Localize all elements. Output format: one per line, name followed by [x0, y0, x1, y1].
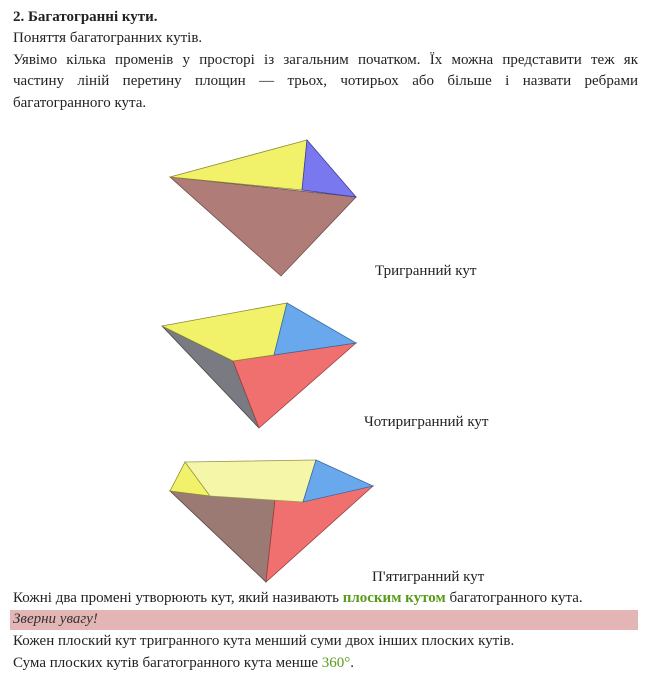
intro-line-2: частину ліній перетину площин — трьох, чотирьох або більше і назвати ребрами	[13, 73, 638, 89]
tetrahedral-yellow-face	[162, 303, 287, 361]
rule-2-end: .	[350, 655, 355, 671]
rule-1: Кожен плоский кут тригранного кута менший суми двох інших плоских кутів.	[13, 633, 515, 649]
definition-text-after: багатогранного кута.	[445, 590, 583, 606]
definition-term: плоским кутом	[342, 590, 446, 606]
pentahedral-brown-face	[170, 491, 275, 582]
note-label: Зверни увагу!	[13, 611, 98, 627]
caption-tetrahedral: Чотиригранний кут	[364, 414, 489, 430]
trihedral-blue-face	[302, 140, 356, 197]
caption-trihedral: Тригранний кут	[375, 263, 477, 279]
rule-2-text: Сума плоских кутів багатогранного кута менше	[13, 655, 322, 671]
section-subtitle: Поняття багатогранних кутів.	[13, 30, 203, 46]
intro-line-1: Уявімо кілька променів у просторі із загальним початком. Їх можна представити теж як	[13, 52, 638, 68]
caption-pentahedral: П'ятигранний кут	[372, 569, 485, 585]
rule-2-value: 360°	[321, 655, 351, 671]
definition-line	[13, 590, 583, 607]
intro-line-3: багатогранного кута.	[13, 95, 147, 111]
trihedral-angle-figure	[170, 140, 356, 276]
section-heading: 2. Багатогранні кути.	[13, 9, 158, 25]
definition-text-before: Кожні два промені утворюють кут, який називають	[13, 590, 343, 606]
pentahedral-angle-figure	[170, 460, 373, 582]
tetrahedral-angle-figure	[162, 303, 356, 428]
note-banner	[10, 610, 638, 630]
rule-2	[13, 655, 354, 672]
